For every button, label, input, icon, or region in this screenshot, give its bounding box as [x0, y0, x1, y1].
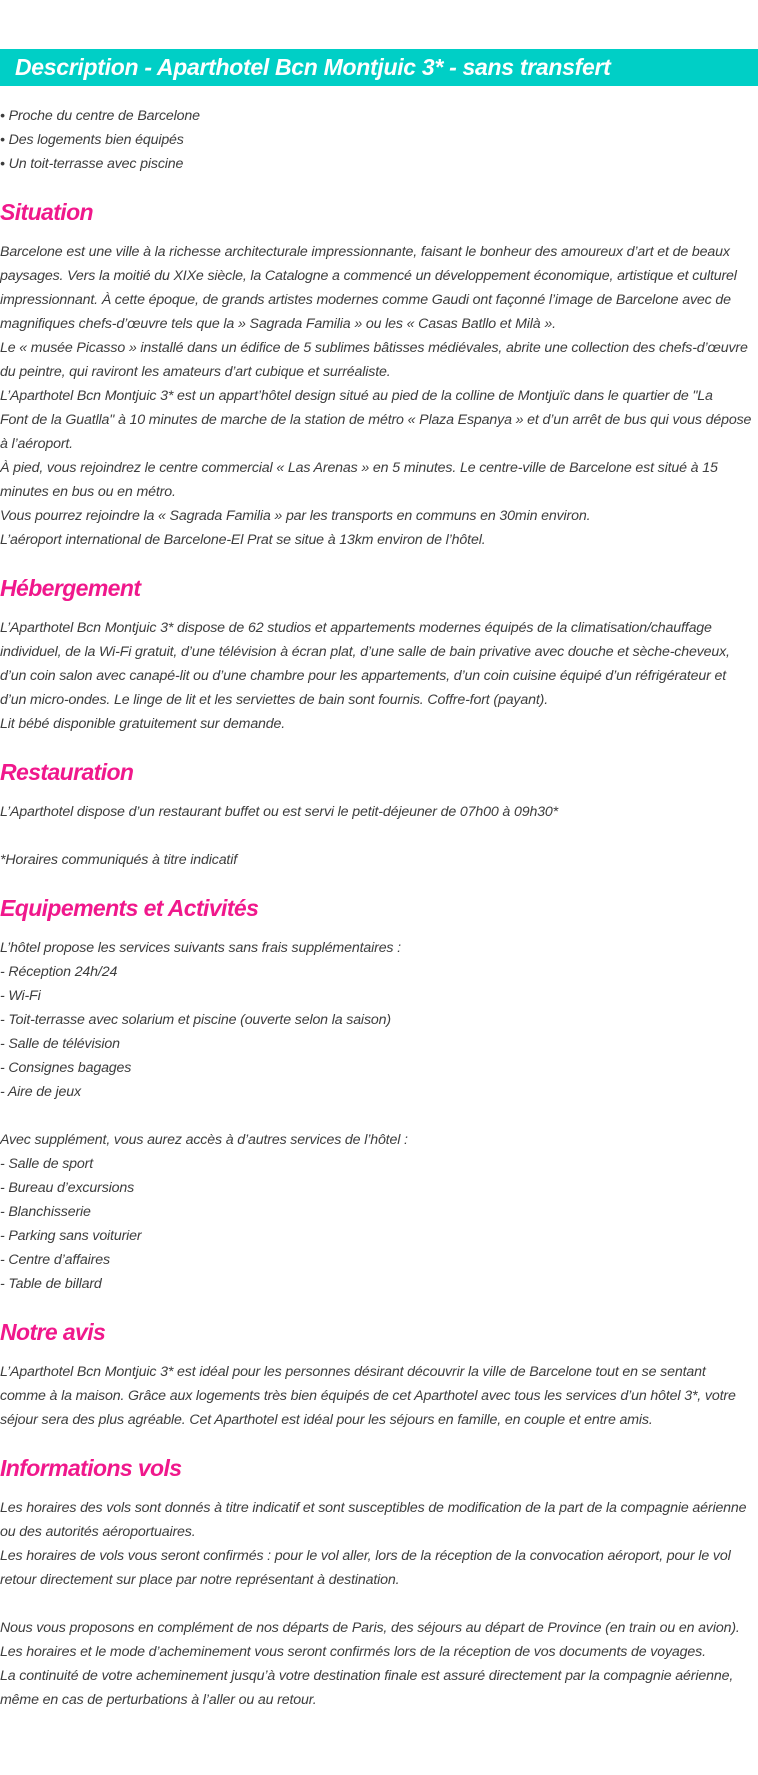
highlight-item: • Un toit-terrasse avec piscine [0, 156, 184, 172]
paragraph-line: La continuité de votre acheminement jusqu’à votre destination finale est assuré directement par la compagnie aérienne, [0, 1668, 734, 1684]
section-hebergement [0, 572, 758, 736]
highlight-item: • Proche du centre de Barcelone [0, 108, 200, 124]
paragraph-line: à l’aéroport. [0, 436, 73, 452]
blank-line [0, 824, 758, 848]
blank-line [0, 1592, 758, 1616]
paragraph-line: Nous vous proposons en complément de nos départs de Paris, des séjours au départ de Province (en train ou en avion). [0, 1620, 740, 1636]
paragraph-line: L’hôtel propose les services suivants sans frais supplémentaires : [0, 940, 401, 956]
paragraph-line: Barcelone est une ville à la richesse architecturale impressionnante, faisant le bonheur des amoureux d’art et de beaux [0, 244, 730, 260]
paragraph-line: L’Aparthotel dispose d’un restaurant buffet ou est servi le petit-déjeuner de 07h00 à 09h30* [0, 804, 559, 820]
paragraph-line: - Bureau d’excursions [0, 1180, 135, 1196]
title-bar [0, 49, 758, 86]
section-body [0, 616, 758, 736]
page-title: Description - Aparthotel Bcn Montjuic 3* - sans transfert [15, 54, 611, 80]
section-avis [0, 1316, 758, 1432]
paragraph-line: Vous pourrez rejoindre la « Sagrada Familia » par les transports en communs en 30min environ. [0, 508, 591, 524]
paragraph-line: L’Aparthotel Bcn Montjuic 3* est idéal pour les personnes désirant découvrir la ville de Barcelone tout en se sentant [0, 1364, 706, 1380]
paragraph-line: retour directement sur place par notre représentant à destination. [0, 1572, 400, 1588]
paragraph-line: À pied, vous rejoindrez le centre commercial « Las Arenas » en 5 minutes. Le centre-ville de Barcelone est situé à 15 [0, 460, 718, 476]
section-situation [0, 196, 758, 552]
section-title-restauration: Restauration [0, 759, 134, 785]
paragraph-line: d’un coin salon avec canapé-lit ou d’une chambre pour les appartements, d’un coin cuisine équipé d’un réfrigérateur et [0, 668, 727, 684]
section-body [0, 1360, 758, 1432]
section-equipements [0, 892, 758, 1296]
description-content [0, 104, 758, 1712]
paragraph-line: d’un micro-ondes. Le linge de lit et les serviettes de bain sont fournis. Coffre-fort (payant). [0, 692, 549, 708]
paragraph-line: - Salle de télévision [0, 1036, 120, 1052]
paragraph-line: - Aire de jeux [0, 1084, 81, 1100]
paragraph-line: Les horaires et le mode d’acheminement vous seront confirmés lors de la réception de vos documents de voyages. [0, 1644, 706, 1660]
section-body [0, 800, 758, 872]
paragraph-line: L’Aparthotel Bcn Montjuic 3* dispose de 62 studios et appartements modernes équipés de la climatisation/chauffage [0, 620, 712, 636]
paragraph-line: Le « musée Picasso » installé dans un édifice de 5 sublimes bâtisses médiévales, abrite une collection des chefs-d’œuvre [0, 340, 748, 356]
paragraph-line: L’aéroport international de Barcelone-El Prat se situe à 13km environ de l’hôtel. [0, 532, 486, 548]
section-title-equipements: Equipements et Activités [0, 895, 259, 921]
paragraph-line: - Toit-terrasse avec solarium et piscine (ouverte selon la saison) [0, 1012, 391, 1028]
paragraph-line: Font de la Guatlla" à 10 minutes de marche de la station de métro « Plaza Espanya » et d’un arrêt de bus qui vous dépose [0, 412, 752, 428]
paragraph-line: L’Aparthotel Bcn Montjuic 3* est un appart’hôtel design situé au pied de la colline de Montjuïc dans le quartier de "La [0, 388, 713, 404]
blank-line [0, 1104, 758, 1128]
paragraph-line: paysages. Vers la moitié du XIXe siècle, la Catalogne a commencé un développement économique, artistique et culturel [0, 268, 737, 284]
paragraph-line: - Réception 24h/24 [0, 964, 118, 980]
paragraph-line: magnifiques chefs-d’œuvre tels que la » Sagrada Familia » ou les « Casas Batllo et Milà ». [0, 316, 556, 332]
paragraph-line: Les horaires de vols vous seront confirmés : pour le vol aller, lors de la réception de la convocation aéroport, pour le vol [0, 1548, 731, 1564]
section-body [0, 936, 758, 1296]
paragraph-line: Lit bébé disponible gratuitement sur demande. [0, 716, 286, 732]
highlights-list [0, 104, 758, 176]
paragraph-line: ou des autorités aéroportuaires. [0, 1524, 196, 1540]
paragraph-line: minutes en bus ou en métro. [0, 484, 176, 500]
paragraph-line: - Wi-Fi [0, 988, 41, 1004]
section-title-vols: Informations vols [0, 1455, 182, 1481]
section-body [0, 1496, 758, 1712]
paragraph-line: - Salle de sport [0, 1156, 94, 1172]
highlight-item: • Des logements bien équipés [0, 132, 184, 148]
paragraph-line: - Table de billard [0, 1276, 102, 1292]
paragraph-line: - Blanchisserie [0, 1204, 91, 1220]
paragraph-line: séjour sera des plus agréable. Cet Aparthotel est idéal pour les séjours en famille, en couple et entre amis. [0, 1412, 653, 1428]
paragraph-line: individuel, de la Wi-Fi gratuit, d’une télévision à écran plat, d’une salle de bain privative avec douche et sèche-cheveux, [0, 644, 730, 660]
paragraph-line: - Parking sans voiturier [0, 1228, 142, 1244]
paragraph-line: Avec supplément, vous aurez accès à d’autres services de l’hôtel : [0, 1132, 408, 1148]
section-title-situation: Situation [0, 199, 93, 225]
section-title-hebergement: Hébergement [0, 575, 141, 601]
paragraph-line: impressionnant. À cette époque, de grands artistes modernes comme Gaudi ont façonné l’image de Barcelone avec de [0, 292, 731, 308]
section-vols [0, 1452, 758, 1712]
section-restauration [0, 756, 758, 872]
paragraph-line: du peintre, qui raviront les amateurs d’art cubique et surréaliste. [0, 364, 391, 380]
section-title-avis: Notre avis [0, 1319, 106, 1345]
paragraph-line: Les horaires des vols sont donnés à titre indicatif et sont susceptibles de modification de la part de la compagnie aérienne [0, 1500, 747, 1516]
paragraph-line: *Horaires communiqués à titre indicatif [0, 852, 238, 868]
paragraph-line: - Consignes bagages [0, 1060, 132, 1076]
section-body [0, 240, 758, 552]
paragraph-line: comme à la maison. Grâce aux logements très bien équipés de cet Aparthotel avec tous les services d’un hôtel 3*, votre [0, 1388, 736, 1404]
paragraph-line: même en cas de perturbations à l’aller ou au retour. [0, 1692, 317, 1708]
paragraph-line: - Centre d’affaires [0, 1252, 110, 1268]
